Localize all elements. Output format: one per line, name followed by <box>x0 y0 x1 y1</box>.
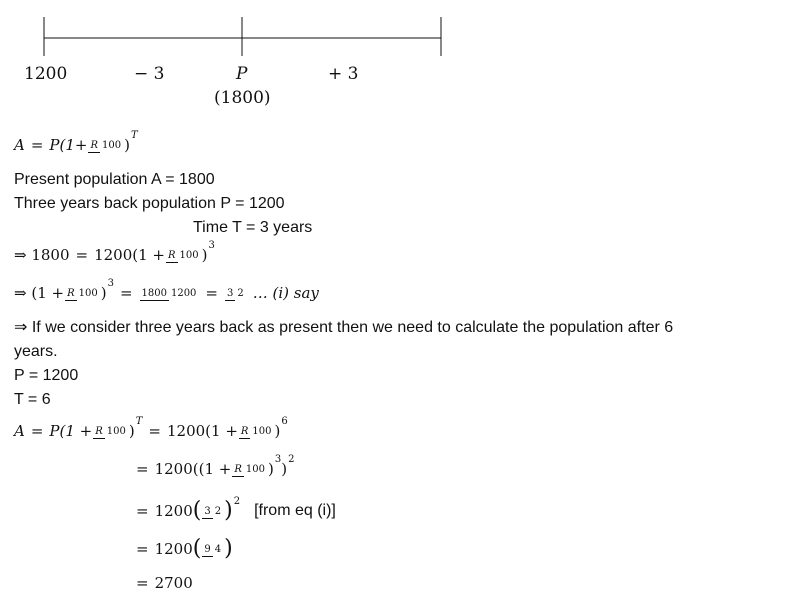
eq4-power: 3 <box>274 453 282 465</box>
eq6-eq: = <box>136 540 149 558</box>
formula-fraction: R 100 <box>90 139 122 151</box>
from-eq-note: [from eq (i)] <box>254 502 336 519</box>
eq4-fraction: R 100 <box>234 463 265 475</box>
eq3-lead: P(1 + <box>49 422 93 440</box>
eq2-fraction-r: R 100 <box>67 287 98 299</box>
eq5-lead: 1200 <box>154 502 193 520</box>
eq4-eq: = <box>136 460 149 478</box>
eq4-lead: 1200((1 + <box>154 460 232 478</box>
eq5-fraction: 3 2 <box>204 505 222 517</box>
eq6-fraction: 9 4 <box>204 543 222 555</box>
eq7-eq: = <box>136 574 149 592</box>
eq2-eq2: = <box>205 284 218 302</box>
timeline-label-1800: (1800) <box>214 88 271 108</box>
eq4-close2: ) <box>281 460 288 478</box>
formula-rhs: P(1+ <box>49 136 88 154</box>
eq2-tail: … (i) say <box>252 284 319 302</box>
equation-1 <box>14 239 215 264</box>
eq5-open-paren: ( <box>192 498 202 523</box>
equation-2 <box>14 277 319 302</box>
eq3-a: A <box>14 422 25 440</box>
eq3-eq2: = <box>148 422 161 440</box>
eq5-power: 2 <box>233 495 241 507</box>
years-text: years. <box>14 343 58 360</box>
eq1-rhs: 1200(1 + <box>94 246 165 264</box>
eq4-close: ) <box>267 460 274 478</box>
formula-line <box>14 129 138 154</box>
eq3-eq: = <box>30 422 44 440</box>
eq3-power: T <box>135 415 143 427</box>
eq3-close2: ) <box>274 422 281 440</box>
eq3-fraction-2: R 100 <box>240 425 272 437</box>
eq2-fraction-1800: 1800 1200 <box>141 287 197 299</box>
p-value-text: P = 1200 <box>14 367 79 384</box>
formula-eq: = <box>30 136 44 154</box>
timeline-label-1200: 1200 <box>24 64 68 84</box>
eq2-lead: ⇒ (1 + <box>14 284 65 302</box>
eq2-fraction-3-2: 3 2 <box>227 287 244 299</box>
eq6-open-paren: ( <box>192 536 202 561</box>
t-value-text: T = 6 <box>14 391 51 408</box>
three-years-back-text: Three years back population P = 1200 <box>14 195 285 212</box>
eq1-power: 3 <box>208 239 215 251</box>
eq4-power2: 2 <box>288 453 295 465</box>
timeline-diagram <box>0 0 460 70</box>
equation-4 <box>136 453 295 478</box>
eq1-lead: ⇒ 1800 <box>14 246 70 264</box>
eq5-close-paren: ) <box>224 498 233 523</box>
eq6-lead: 1200 <box>154 540 193 558</box>
equation-3 <box>14 415 288 440</box>
equation-6 <box>136 538 233 560</box>
eq1-fraction: R 100 <box>168 249 199 261</box>
eq2-power: 3 <box>107 277 114 289</box>
eq3-power2: 6 <box>281 415 288 427</box>
eq1-close: ) <box>201 246 208 264</box>
equation-5 <box>136 495 336 523</box>
eq5-eq: = <box>136 502 149 520</box>
formula-power: T <box>130 129 138 141</box>
eq2-eq: = <box>119 284 133 302</box>
time-text: Time T = 3 years <box>193 219 313 236</box>
eq1-eq: = <box>75 246 89 264</box>
timeline-label-minus3: − 3 <box>134 64 165 84</box>
eq3-fraction-1: R 100 <box>95 425 126 437</box>
formula-close: ) <box>124 136 130 154</box>
eq7-value: 2700 <box>154 574 193 592</box>
eq3-rhs: 1200(1 + <box>166 422 238 440</box>
present-population-text: Present population A = 1800 <box>14 171 215 188</box>
formula-a: A <box>14 136 25 154</box>
timeline-label-plus3: + 3 <box>328 64 359 84</box>
eq2-close: ) <box>100 284 107 302</box>
consider-text: ⇒ If we consider three years back as present then we need to calculate the population after 6 <box>14 319 674 336</box>
timeline-label-p: P <box>236 64 248 84</box>
eq3-close: ) <box>128 422 135 440</box>
equation-7 <box>136 574 193 592</box>
eq6-close-paren: ) <box>224 536 233 561</box>
